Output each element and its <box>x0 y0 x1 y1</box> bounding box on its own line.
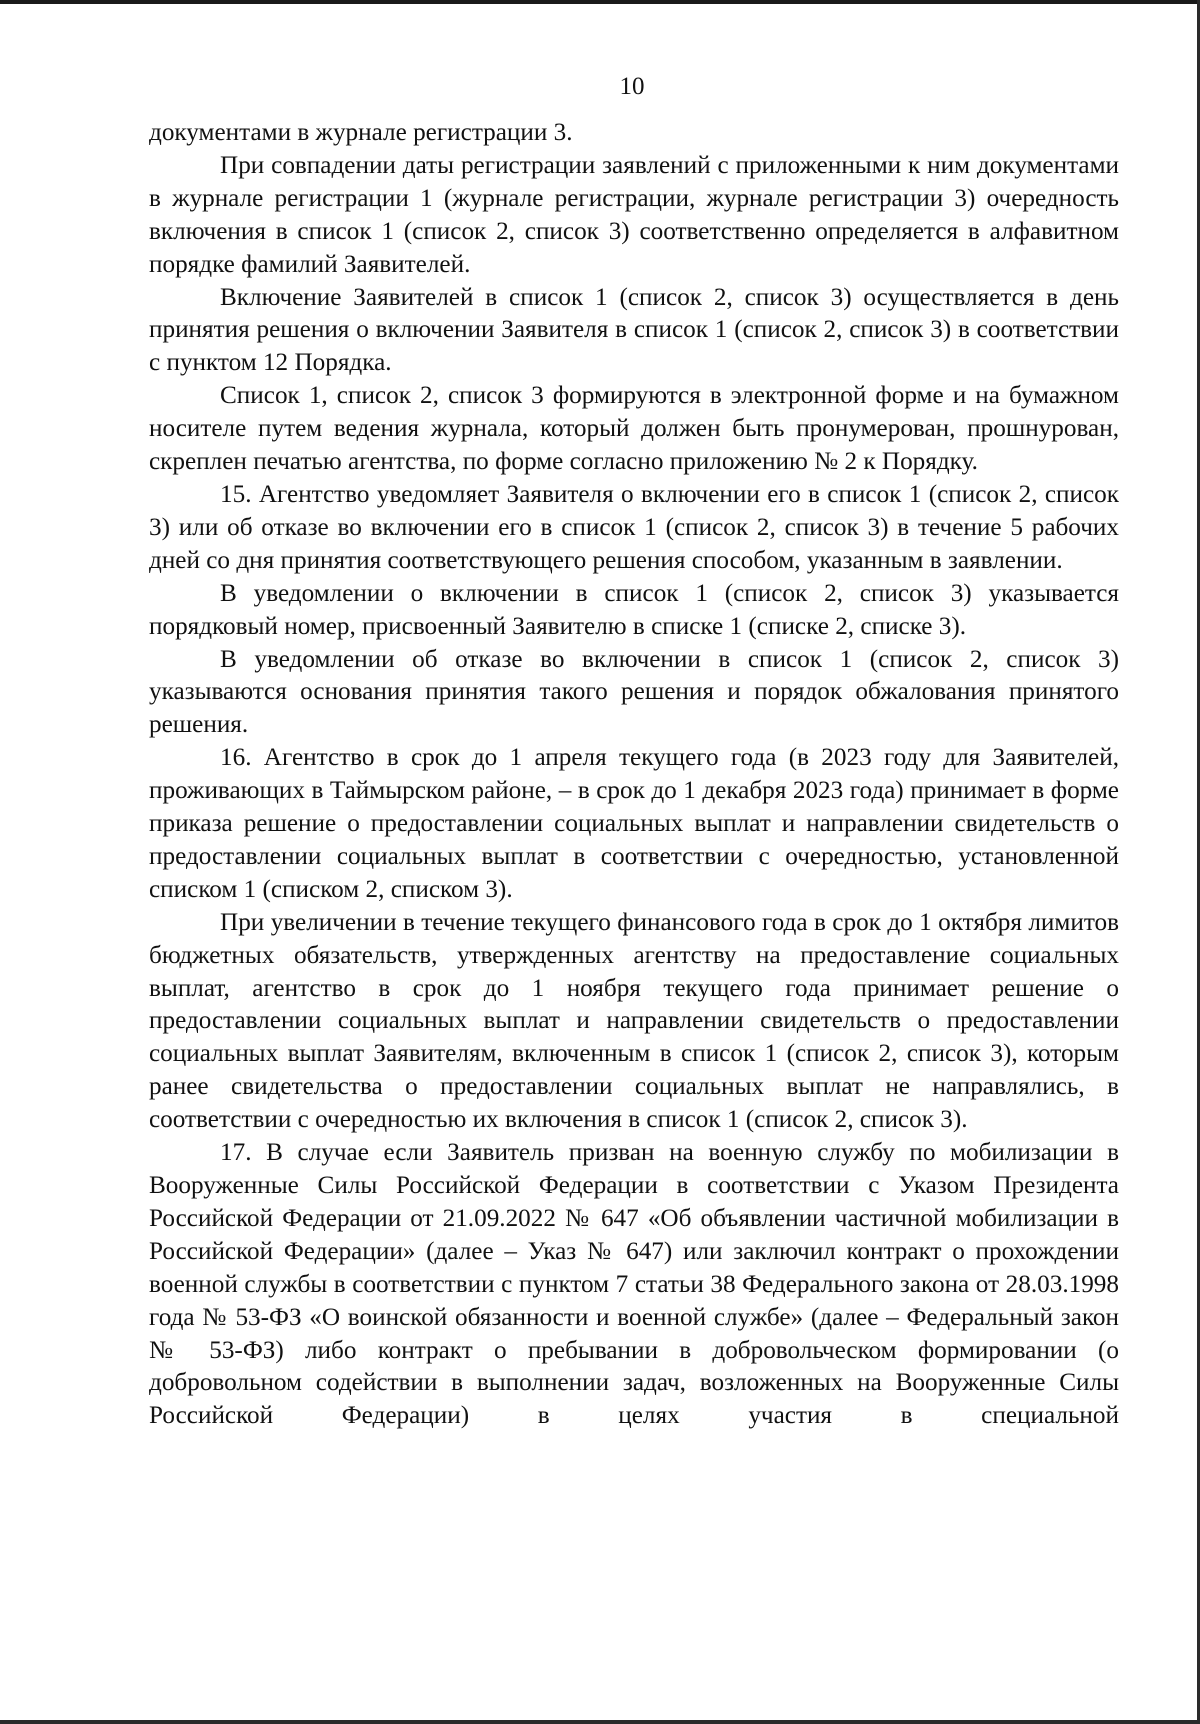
paragraph-item-16: 16. Агентство в срок до 1 апреля текущего года (в 2023 году для Заявителей, проживающих в Таймырском районе, – в срок до 1 декабря 2023 года) принимает в форме приказа решение о предоставлении социальных выплат и направлении свидетельств о предоставлении социальных выплат в соответствии с очередностью, установленной списком 1 (списком 2, списком 3). <box>149 744 1119 903</box>
paragraph-refusal-notice: В уведомлении об отказе во включении в список 1 (список 2, список 3) указываются основания принятия такого решения и порядок обжалования принятого решения. <box>149 645 1119 739</box>
page-number: 10 <box>619 73 645 100</box>
scan-border-bottom <box>0 1720 1200 1724</box>
paragraph-limits-increase: При увеличении в течение текущего финансового года в срок до 1 октября лимитов бюджетных обязательств, утвержденных агентству на предоставление социальных выплат, агентство в срок до 1 ноября текущего года принимает решение о предоставлении социальных выплат и направлении свидетельств о предоставлении социальных выплат Заявителям, включенным в список 1 (список 2, список 3), которым ранее свидетельства о предоставлении социальных выплат не направлялись, в соответствии с очередностью их включения в список 1 (список 2, список 3). <box>149 908 1119 1134</box>
paragraph-registration-date: При совпадении даты регистрации заявлений с приложенными к ним документами в журнале регистрации 1 (журнале регистрации, журнале регистрации 3) очередность включения в список 1 (список 2, список 3) соответственно определяется в алфавитном порядке фамилий Заявителей. <box>149 151 1119 278</box>
paragraph-inclusion-notice: В уведомлении о включении в список 1 (список 2, список 3) указывается порядковый номер, присвоенный Заявителю в списке 1 (списке 2, списке 3). <box>149 579 1119 640</box>
paragraph-item-17: 17. В случае если Заявитель призван на военную службу по мобилизации в Вооруженные Силы Российской Федерации в соответствии с Указом Президента Российской Федерации от 21.09.2022 № 647 «Об объявлении частичной мобилизации в Российской Федерации» (далее – Указ № 647) или заключил контракт о прохождении военной службы в соответствии с пунктом 7 статьи 38 Федерального закона от 28.03.1998 года № 53-ФЗ «О воинской обязанности и военной службе» (далее – Федеральный закон № 53-ФЗ) либо контракт о пребывании в добровольческом формировании (о добровольном содействии в выполнении задач, возложенных на Вооруженные Силы Российской Федерации) в целях участия в специальной <box>149 1139 1119 1430</box>
scan-border-top <box>0 0 1200 4</box>
paragraph-inclusion-day: Включение Заявителей в список 1 (список 2, список 3) осуществляется в день принятия решения о включении Заявителя в список 1 (список 2, список 3) в соответствии с пунктом 12 Порядка. <box>149 283 1119 377</box>
paragraph-continuation: документами в журнале регистрации 3. <box>149 119 573 146</box>
document-body <box>149 117 1119 1433</box>
paragraph-list-formation: Список 1, список 2, список 3 формируются в электронной форме и на бумажном носителе путем ведения журнала, который должен быть пронумерован, прошнурован, скреплен печатью агентства, по форме согласно приложению № 2 к Порядку. <box>149 382 1119 476</box>
paragraph-item-15: 15. Агентство уведомляет Заявителя о включении его в список 1 (список 2, список 3) или об отказе во включении его в список 1 (список 2, список 3) в течение 5 рабочих дней со дня принятия соответствующего решения способом, указанным в заявлении. <box>149 480 1119 574</box>
